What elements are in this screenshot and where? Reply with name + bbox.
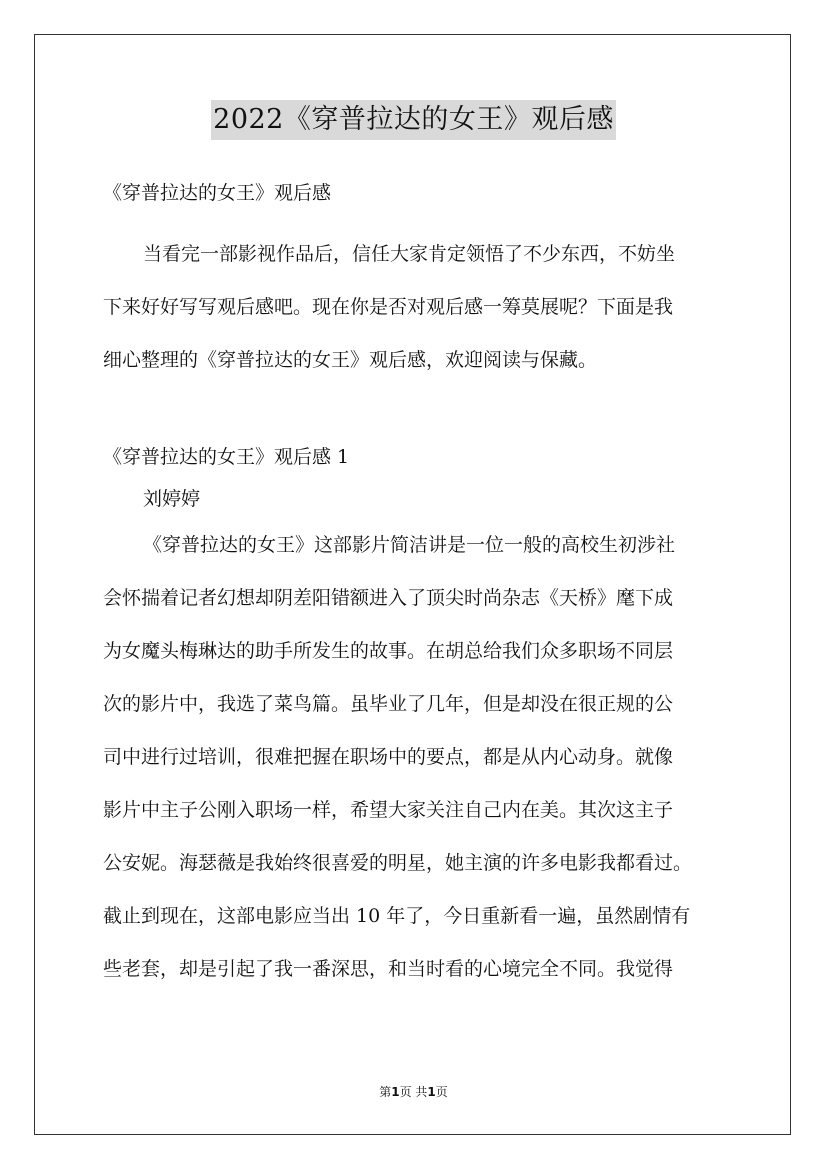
body-line: 些老套，却是引起了我一番深思，和当时看的心境完全不同。我觉得 bbox=[103, 958, 674, 980]
author-name: 刘婷婷 bbox=[143, 488, 201, 510]
page-total: 1 bbox=[427, 1085, 436, 1099]
document-body bbox=[103, 174, 743, 996]
body-line: 次的影片中，我选了菜鸟篇。虽毕业了几年，但是却没在很正规的公 bbox=[103, 693, 674, 715]
page-number: 1 bbox=[391, 1085, 400, 1099]
page-prefix: 第 bbox=[379, 1085, 392, 1099]
body-line: 会怀揣着记者幻想却阴差阳错额进入了顶尖时尚杂志《天桥》麾下成 bbox=[103, 587, 674, 609]
page-mid: 页 共 bbox=[399, 1085, 428, 1099]
section-title: 《穿普拉达的女王》观后感 1 bbox=[103, 446, 350, 468]
page-footer bbox=[0, 1083, 827, 1100]
intro-paragraph bbox=[103, 228, 743, 387]
body-line: 公安妮。海瑟薇是我始终很喜爱的明星，她主演的许多电影我都看过。 bbox=[103, 852, 693, 874]
body-line: 影片中主子公刚入职场一样，希望大家关注自己内在美。其次这主子 bbox=[103, 799, 674, 821]
body-line: 《穿普拉达的女王》这部影片简洁讲是一位一般的高校生初涉社 bbox=[143, 534, 676, 556]
body-line: 为女魔头梅琳达的助手所发生的故事。在胡总给我们众多职场不同层 bbox=[103, 640, 674, 662]
title-wrap bbox=[0, 100, 827, 140]
document-title: 2022《穿普拉达的女王》观后感 bbox=[211, 100, 616, 140]
page-suffix: 页 bbox=[435, 1085, 448, 1099]
intro-line: 下来好好写写观后感吧。现在你是否对观后感一筹莫展呢？下面是我 bbox=[103, 296, 674, 318]
body-line: 司中进行过培训，很难把握在职场中的要点，都是从内心动身。就像 bbox=[103, 746, 674, 768]
body-paragraph bbox=[103, 519, 743, 996]
document-subtitle: 《穿普拉达的女王》观后感 bbox=[103, 182, 332, 204]
intro-line: 当看完一部影视作品后，信任大家肯定领悟了不少东西，不妨坐 bbox=[143, 243, 676, 265]
body-line: 截止到现在，这部电影应当出 10 年了，今日重新看一遍，虽然剧情有 bbox=[103, 905, 691, 927]
intro-line: 细心整理的《穿普拉达的女王》观后感，欢迎阅读与保藏。 bbox=[103, 349, 598, 371]
